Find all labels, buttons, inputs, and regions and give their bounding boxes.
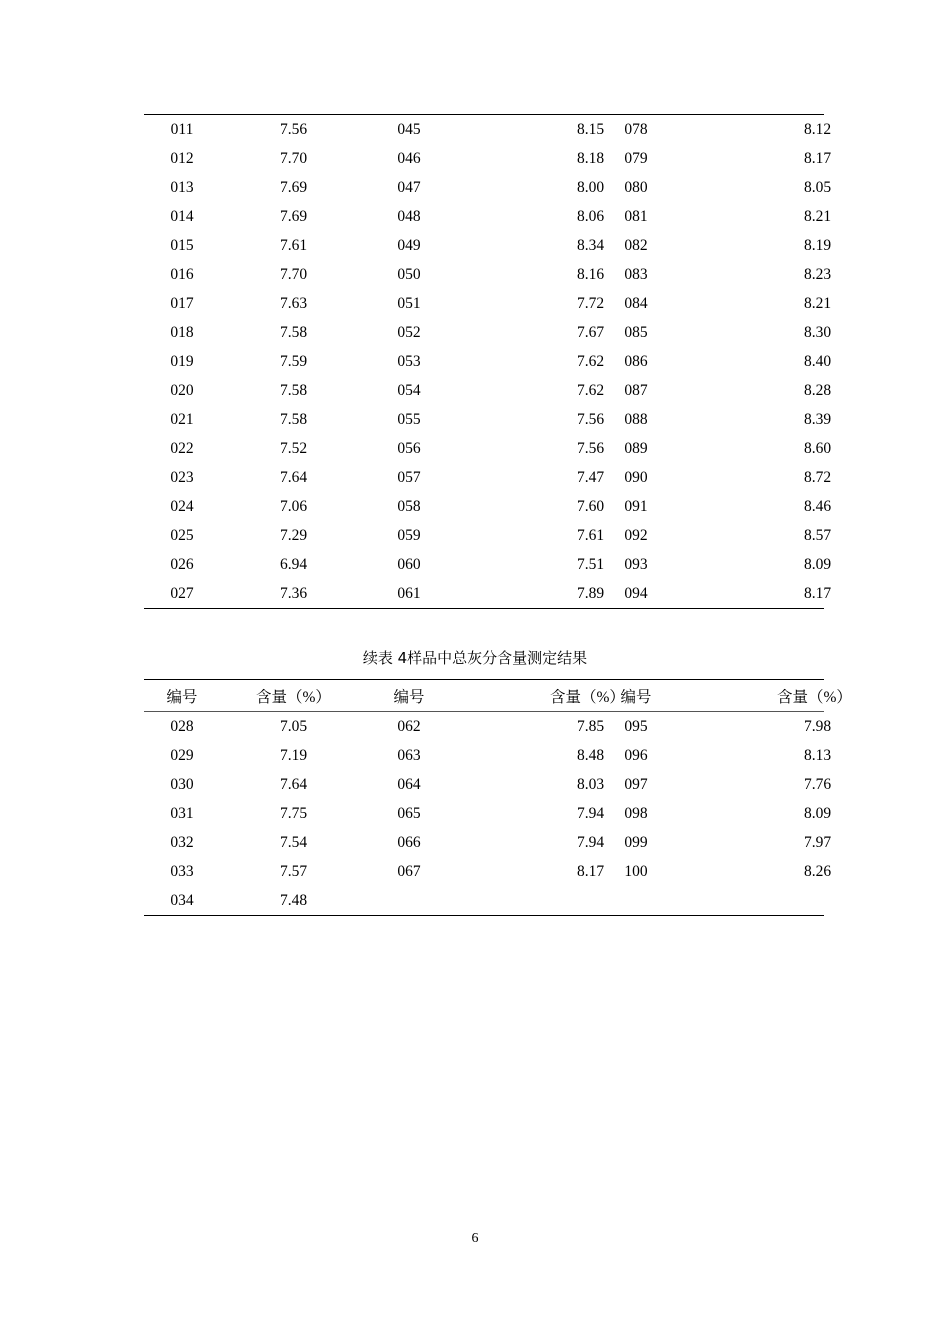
header-row xyxy=(144,680,824,712)
cell-content: 8.17 xyxy=(804,584,832,602)
cell-content: 7.62 xyxy=(577,352,605,370)
cell-content: 8.17 xyxy=(577,862,605,880)
cell-content: 7.06 xyxy=(280,497,308,515)
table-row xyxy=(144,521,824,550)
table-row xyxy=(144,857,824,886)
cell-sample-id: 047 xyxy=(397,178,421,196)
cell-sample-id: 055 xyxy=(397,410,421,428)
cell-content: 8.30 xyxy=(804,323,832,341)
cell-content: 7.57 xyxy=(280,862,308,880)
cell-content: 7.29 xyxy=(280,526,308,544)
cell-sample-id: 100 xyxy=(624,862,648,880)
cell-sample-id: 013 xyxy=(170,178,194,196)
cell-content: 7.59 xyxy=(280,352,308,370)
cell-content: 8.17 xyxy=(804,149,832,167)
cell-sample-id: 099 xyxy=(624,833,648,851)
cell-content: 7.89 xyxy=(577,584,605,602)
cell-sample-id: 015 xyxy=(170,236,194,254)
table-row xyxy=(144,712,824,742)
table-row xyxy=(144,144,824,173)
cell-sample-id: 078 xyxy=(624,120,648,138)
cell-sample-id: 061 xyxy=(397,584,421,602)
cell-content: 8.03 xyxy=(577,775,605,793)
cell-sample-id: 080 xyxy=(624,178,648,196)
cell-content: 7.58 xyxy=(280,381,308,399)
cell-sample-id: 084 xyxy=(624,294,648,312)
cell-content: 7.60 xyxy=(577,497,605,515)
cell-sample-id: 064 xyxy=(397,775,421,793)
cell-sample-id: 050 xyxy=(397,265,421,283)
cell-sample-id: 088 xyxy=(624,410,648,428)
cell-sample-id: 090 xyxy=(624,468,648,486)
cell-content: 8.16 xyxy=(577,265,605,283)
cell-sample-id: 046 xyxy=(397,149,421,167)
cell-content: 7.56 xyxy=(577,439,605,457)
cell-content: 8.57 xyxy=(804,526,832,544)
cell-sample-id: 066 xyxy=(397,833,421,851)
cell-sample-id: 021 xyxy=(170,410,194,428)
cell-sample-id: 016 xyxy=(170,265,194,283)
cell-content: 7.62 xyxy=(577,381,605,399)
cell-sample-id: 031 xyxy=(170,804,194,822)
cell-content: 7.61 xyxy=(280,236,308,254)
cell-sample-id: 086 xyxy=(624,352,648,370)
cell-content: 8.40 xyxy=(804,352,832,370)
cell-content: 7.72 xyxy=(577,294,605,312)
table-row xyxy=(144,770,824,799)
cell-sample-id: 023 xyxy=(170,468,194,486)
cell-content: 7.61 xyxy=(577,526,605,544)
header-content: 含量（%） xyxy=(447,680,598,712)
cell-content: 8.12 xyxy=(804,120,832,138)
cell-content: 8.06 xyxy=(577,207,605,225)
cell-sample-id: 033 xyxy=(170,862,194,880)
cell-sample-id: 027 xyxy=(170,584,194,602)
cell-sample-id: 020 xyxy=(170,381,194,399)
table-body xyxy=(144,115,832,609)
cell-sample-id: 085 xyxy=(624,323,648,341)
table-row xyxy=(144,289,824,318)
cell-sample-id: 081 xyxy=(624,207,648,225)
cell-sample-id: 098 xyxy=(624,804,648,822)
header-sample-id: 编号 xyxy=(144,680,220,712)
table-row xyxy=(144,886,824,916)
table-body xyxy=(144,712,832,916)
cell-content: 7.54 xyxy=(280,833,308,851)
results-table-continued xyxy=(144,679,852,916)
cell-content: 7.51 xyxy=(577,555,605,573)
table-row xyxy=(144,376,824,405)
cell-sample-id xyxy=(598,886,674,916)
cell-content: 8.21 xyxy=(804,207,832,225)
cell-content: 7.48 xyxy=(280,891,308,909)
cell-content: 7.69 xyxy=(280,178,308,196)
cell-content: 8.39 xyxy=(804,410,832,428)
cell-sample-id: 093 xyxy=(624,555,648,573)
cell-sample-id: 014 xyxy=(170,207,194,225)
cell-content: 8.05 xyxy=(804,178,832,196)
table-row xyxy=(144,115,824,145)
cell-sample-id: 051 xyxy=(397,294,421,312)
cell-content: 8.23 xyxy=(804,265,832,283)
cell-content: 6.94 xyxy=(280,555,308,573)
cell-content: 8.26 xyxy=(804,862,832,880)
cell-content: 7.94 xyxy=(577,833,605,851)
cell-sample-id: 029 xyxy=(170,746,194,764)
cell-sample-id: 011 xyxy=(170,120,194,138)
cell-content: 7.97 xyxy=(804,833,832,851)
cell-content: 8.13 xyxy=(804,746,832,764)
cell-sample-id: 096 xyxy=(624,746,648,764)
cell-sample-id: 067 xyxy=(397,862,421,880)
cell-sample-id: 049 xyxy=(397,236,421,254)
cell-content: 7.64 xyxy=(280,468,308,486)
header-sample-id: 编号 xyxy=(371,680,447,712)
cell-content: 7.63 xyxy=(280,294,308,312)
cell-content xyxy=(674,886,824,916)
cell-sample-id: 022 xyxy=(170,439,194,457)
cell-sample-id: 063 xyxy=(397,746,421,764)
cell-sample-id: 025 xyxy=(170,526,194,544)
cell-sample-id: 028 xyxy=(170,717,194,735)
cell-sample-id: 060 xyxy=(397,555,421,573)
cell-content: 8.60 xyxy=(804,439,832,457)
cell-sample-id: 052 xyxy=(397,323,421,341)
cell-sample-id: 083 xyxy=(624,265,648,283)
table-row xyxy=(144,492,824,521)
cell-content: 7.70 xyxy=(280,149,308,167)
table-row xyxy=(144,347,824,376)
cell-sample-id: 053 xyxy=(397,352,421,370)
cell-content: 8.09 xyxy=(804,555,832,573)
cell-content: 8.19 xyxy=(804,236,832,254)
header-content: 含量（%） xyxy=(220,680,371,712)
table-header xyxy=(144,680,852,712)
cell-sample-id xyxy=(371,886,447,916)
cell-sample-id: 097 xyxy=(624,775,648,793)
cell-content: 8.28 xyxy=(804,381,832,399)
cell-content: 7.56 xyxy=(280,120,308,138)
cell-sample-id: 045 xyxy=(397,120,421,138)
cell-content: 7.56 xyxy=(577,410,605,428)
cell-content: 8.00 xyxy=(577,178,605,196)
cell-sample-id: 012 xyxy=(170,149,194,167)
cell-content: 8.48 xyxy=(577,746,605,764)
cell-content: 8.21 xyxy=(804,294,832,312)
cell-content: 8.46 xyxy=(804,497,832,515)
cell-sample-id: 058 xyxy=(397,497,421,515)
table-row xyxy=(144,260,824,289)
table-row xyxy=(144,741,824,770)
cell-sample-id: 079 xyxy=(624,149,648,167)
cell-content xyxy=(447,886,598,916)
cell-sample-id: 034 xyxy=(170,891,194,909)
table-row xyxy=(144,434,824,463)
cell-content: 7.47 xyxy=(577,468,605,486)
cell-sample-id: 048 xyxy=(397,207,421,225)
table-row xyxy=(144,405,824,434)
cell-sample-id: 091 xyxy=(624,497,648,515)
table-row xyxy=(144,579,824,609)
table-row xyxy=(144,550,824,579)
cell-content: 7.67 xyxy=(577,323,605,341)
cell-content: 7.98 xyxy=(804,717,832,735)
table-row xyxy=(144,463,824,492)
cell-content: 8.09 xyxy=(804,804,832,822)
cell-sample-id: 030 xyxy=(170,775,194,793)
cell-sample-id: 065 xyxy=(397,804,421,822)
cell-content: 8.18 xyxy=(577,149,605,167)
table-row xyxy=(144,202,824,231)
cell-sample-id: 092 xyxy=(624,526,648,544)
cell-content: 8.72 xyxy=(804,468,832,486)
table-caption: 续表 4样品中总灰分含量测定结果 xyxy=(362,649,588,667)
cell-content: 7.58 xyxy=(280,410,308,428)
cell-sample-id: 057 xyxy=(397,468,421,486)
cell-content: 7.94 xyxy=(577,804,605,822)
cell-sample-id: 017 xyxy=(170,294,194,312)
table-row xyxy=(144,828,824,857)
cell-sample-id: 019 xyxy=(170,352,194,370)
cell-sample-id: 087 xyxy=(624,381,648,399)
table-row xyxy=(144,799,824,828)
cell-sample-id: 032 xyxy=(170,833,194,851)
cell-sample-id: 024 xyxy=(170,497,194,515)
cell-sample-id: 082 xyxy=(624,236,648,254)
cell-sample-id: 026 xyxy=(170,555,194,573)
cell-content: 7.70 xyxy=(280,265,308,283)
cell-sample-id: 062 xyxy=(397,717,421,735)
cell-content: 7.69 xyxy=(280,207,308,225)
cell-content: 7.75 xyxy=(280,804,308,822)
cell-content: 7.19 xyxy=(280,746,308,764)
cell-content: 8.34 xyxy=(577,236,605,254)
table-row xyxy=(144,231,824,260)
cell-sample-id: 089 xyxy=(624,439,648,457)
cell-sample-id: 094 xyxy=(624,584,648,602)
page-number: 6 xyxy=(471,1231,479,1246)
cell-content: 7.52 xyxy=(280,439,308,457)
header-content: 含量（%） xyxy=(674,680,824,712)
cell-content: 7.64 xyxy=(280,775,308,793)
cell-content: 8.15 xyxy=(577,120,605,138)
cell-content: 7.76 xyxy=(804,775,832,793)
cell-content: 7.58 xyxy=(280,323,308,341)
table-row xyxy=(144,173,824,202)
cell-sample-id: 059 xyxy=(397,526,421,544)
cell-sample-id: 018 xyxy=(170,323,194,341)
cell-content: 7.36 xyxy=(280,584,308,602)
cell-content: 7.85 xyxy=(577,717,605,735)
cell-sample-id: 054 xyxy=(397,381,421,399)
header-sample-id: 编号 xyxy=(598,680,674,712)
results-table-continued-top xyxy=(144,114,832,609)
table-row xyxy=(144,318,824,347)
cell-content: 7.05 xyxy=(280,717,308,735)
cell-sample-id: 095 xyxy=(624,717,648,735)
cell-sample-id: 056 xyxy=(397,439,421,457)
